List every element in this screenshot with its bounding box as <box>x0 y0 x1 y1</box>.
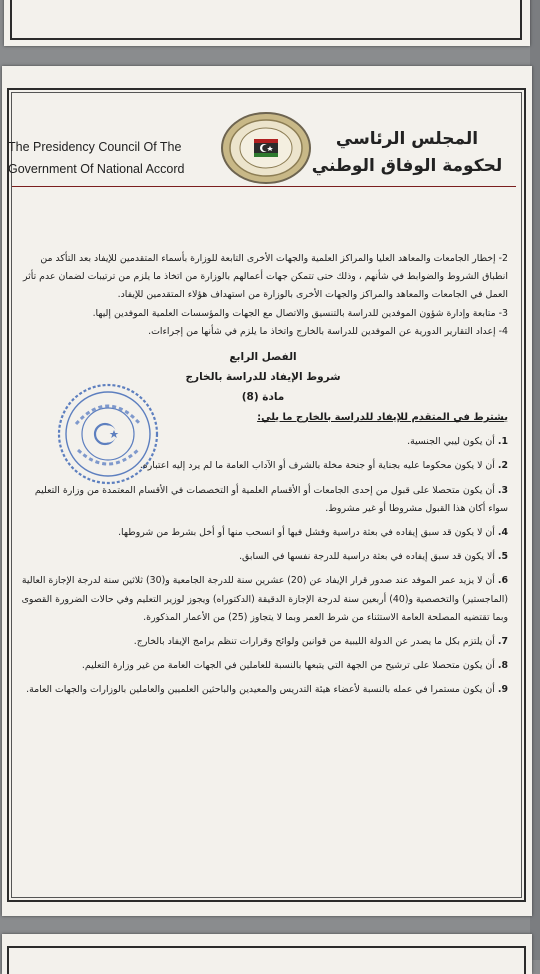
condition-number: 5. <box>497 551 508 563</box>
condition-number: 6. <box>497 575 508 587</box>
arabic-title-line-2: لحكومة الوفاق الوطني <box>311 156 503 176</box>
document-body <box>18 250 508 706</box>
page-border <box>10 0 522 40</box>
chapter-subtitle: شروط الإيفاد للدراسة بالخارج <box>185 371 341 384</box>
condition-item <box>18 548 508 566</box>
condition-text: أن يكون ليبي الجنسية. <box>407 436 495 448</box>
chapter-title: الفصل الرابع <box>229 351 297 364</box>
condition-number: 7. <box>497 636 508 648</box>
condition-text: أن يكون متحصلا على ترشيح من الجهة التي يتبعها بالنسبة للعاملين في الجهات العامة من غير وزارة التعليم. <box>81 660 495 672</box>
page-border <box>7 946 526 974</box>
english-letterhead-title: The Presidency Council Of The Government Of National Accord <box>8 140 185 176</box>
condition-item <box>18 657 508 675</box>
condition-number: 8. <box>497 660 508 672</box>
council-emblem-logo <box>218 112 314 184</box>
condition-number: 3. <box>497 484 508 496</box>
intro-item-3: 3- متابعة وإدارة شؤون الموفدين للدراسة بالتنسيق والاتصال مع الجهات والمؤسسات العلمية الموفدين إليها. <box>92 307 508 319</box>
arabic-letterhead-title <box>302 126 512 180</box>
condition-text: أن يكون مستمرا في عمله بالنسبة لأعضاء هيئة التدريس والمعيدين والباحثين العلميين والعاملين بالوزارات والجهات العامة. <box>26 684 495 696</box>
condition-text: أن يكون متحصلا على قبول من إحدى الجامعات أو الأقسام العلمية أو التخصصات في الأقسام المعتمدة من وزارة التعليم سواء أكان هذا القبول مشروطا أو غير مشروط. <box>34 484 508 514</box>
arabic-title-line-1: المجلس الرئاسي <box>335 129 479 149</box>
condition-text: أن لا يكون قد سبق إيفاده في بعثة دراسية وفشل فيها أو انسحب منها أو أخل بشرط من شروطها. <box>118 527 495 539</box>
condition-text: أن يلتزم بكل ما يصدر عن الدولة الليبية من قوانين ولوائح وقرارات تنظم برامج الإيفاد بالخارج. <box>133 636 495 648</box>
condition-item <box>18 433 508 451</box>
header-divider <box>12 186 516 187</box>
condition-item <box>18 572 508 627</box>
condition-number: 2. <box>497 460 508 472</box>
condition-number: 1. <box>497 436 508 448</box>
condition-text: أن لا يكون محكوما عليه بجناية أو جنحة مخلة بالشرف أو الآداب العامة ما لم يرد إليه اعتباره. <box>139 460 495 472</box>
condition-number: 4. <box>497 527 508 539</box>
condition-item <box>18 482 508 518</box>
article-title: مادة (8) <box>241 391 285 404</box>
condition-item <box>18 681 508 699</box>
condition-item <box>18 633 508 651</box>
condition-item <box>18 457 508 475</box>
condition-text: ألا يكون قد سبق إيفاده في بعثة دراسية للدرجة نفسها في السابق. <box>239 551 495 563</box>
condition-text: أن لا يزيد عمر الموفد عند صدور قرار الإيفاد عن (20) عشرين سنة للدرجة الجامعية و(30) ثلاثين سنة لدرجة الإجازة العالية (الماجستير) والتخصصية و(40) أربعين سنة لدرجة الإجازة الدقيقة (الدكتوراه) ويجوز لوزير التعليم وفي حالات الضرورة القصوى وبما تقتضيه المصلحة العامة الاستثناء من شرط العمر وبما لا يتجاوز (25) من الأعمار المذكورة. <box>21 575 508 623</box>
condition-item <box>18 524 508 542</box>
next-page-fragment <box>2 934 532 974</box>
previous-page-fragment <box>4 0 530 46</box>
intro-item-2: 2- إخطار الجامعات والمعاهد العليا والمراكز العلمية والجهات الأخرى التابعة للوزارة بأسماء المتقدمين للإيفاد بعد التأكد من انطباق الشروط والضوابط في شأنهم ، وذلك حتى تتمكن جهات أعمالهم بالوزارة من اتخاذ ما يلزم من ترتيبات لضمان عدم تأثر العمل في الجامعات والمعاهد والمراكز والجهات الأخرى بالوزارة من استهداف هؤلاء المتقدمين للإيفاد. <box>22 253 508 301</box>
intro-item-4: 4- إعداد التقارير الدورية عن الموفدين للدراسة بالخارج واتخاذ ما يلزم في شأنها من إجراءات. <box>148 325 508 337</box>
condition-number: 9. <box>497 684 508 696</box>
conditions-intro: يشترط في المتقدم للإيفاد للدراسة بالخارج ما يلي: <box>257 412 508 424</box>
